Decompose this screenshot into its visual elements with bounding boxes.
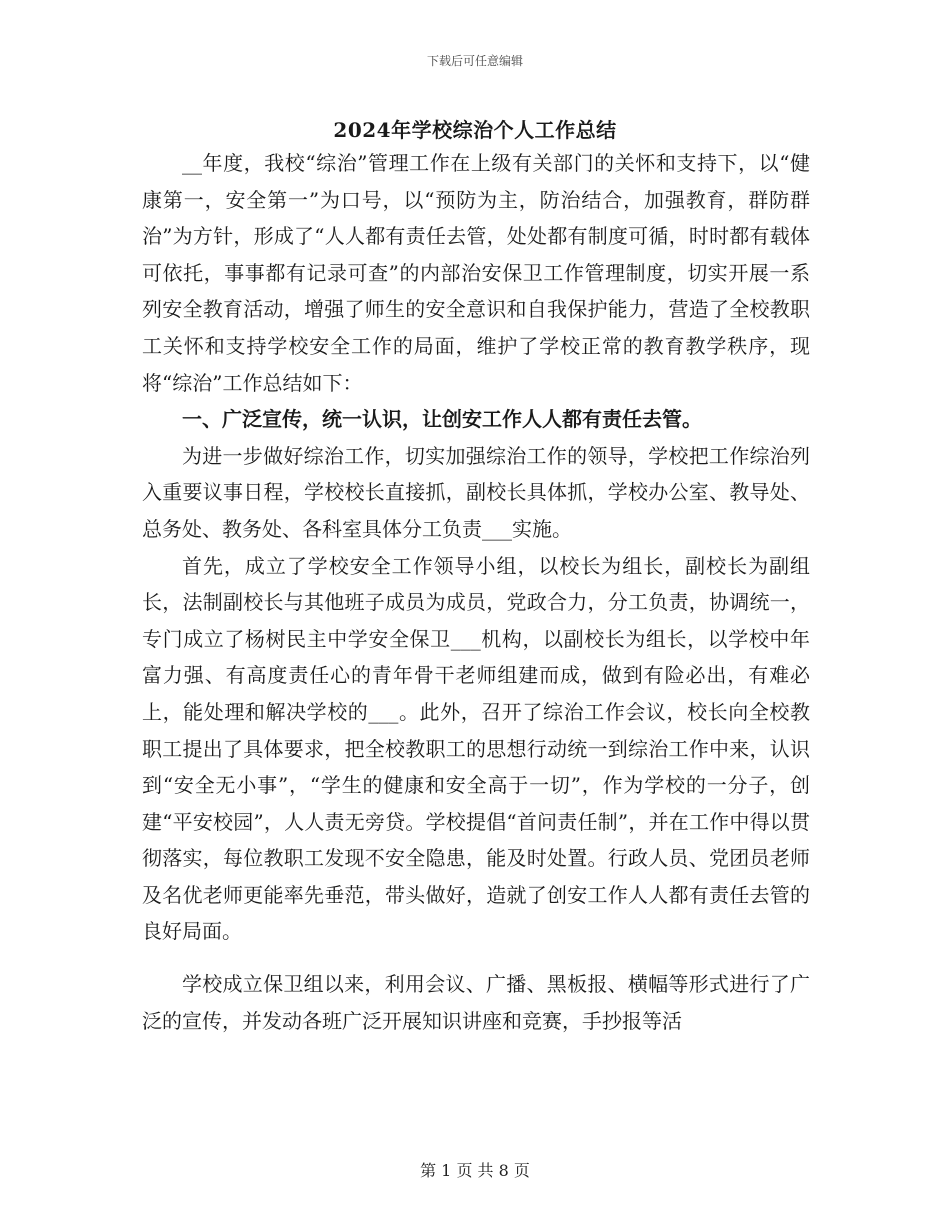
header-note: 下载后可任意编辑 bbox=[426, 54, 523, 68]
document-body bbox=[142, 145, 810, 1039]
section-heading-1: 一、广泛宣传，统一认识，让创安工作人人都有责任去管。 bbox=[182, 407, 702, 432]
paragraph-publicity: 学校成立保卫组以来，利用会议、广播、黑板报、横幅等形式进行了广泛的宣传，并发动各班广泛开展知识讲座和竞赛，手抄报等活 bbox=[142, 972, 810, 1033]
paragraph-first: 首先，成立了学校安全工作领导小组，以校长为组长，副校长为副组长，法制副校长与其他班子成员为成员，党政合力，分工负责，协调统一，专门成立了杨树民主中学安全保卫___机构，以副校长为组长，以学校中年富力强、有高度责任心的青年骨干老师组建而成，做到有险必出，有难必上，能处理和解决学校的___。此外，召开了综治工作会议，校长向全校教职工提出了具体要求，把全校教职工的思想行动统一到综治工作中来，认识到“安全无小事”，“学生的健康和安全高于一切”，作为学校的一分子，创建“平安校园”，人人责无旁贷。学校提倡“首问责任制”，并在工作中得以贯彻落实，每位教职工发现不安全隐患，能及时处置。行政人员、党团员老师及名优老师更能率先垂范，带头做好，造就了创安工作人人都有责任去管的良好局面。 bbox=[142, 553, 810, 944]
page-footer: 第 1 页 共 8 页 bbox=[420, 1161, 530, 1180]
paragraph-intro: __年度，我校“综治”管理工作在上级有关部门的关怀和支持下，以“健康第一，安全第一”为口号，以“预防为主，防治结合，加强教育，群防群治”为方针，形成了“人人都有责任去管，处处都有制度可循，时时都有载体可依托，事事都有记录可查”的内部治安保卫工作管理制度，切实开展一系列安全教育活动，增强了师生的安全意识和自我保护能力，营造了全校教职工关怀和支持学校安全工作的局面，维护了学校正常的教育教学秩序，现将“综治”工作总结如下： bbox=[142, 151, 810, 395]
document-title: 2024年学校综治个人工作总结 bbox=[333, 118, 617, 142]
paragraph-leadership: 为进一步做好综治工作，切实加强综治工作的领导，学校把工作综治列入重要议事日程，学校校长直接抓，副校长具体抓，学校办公室、教导处、总务处、教务处、各科室具体分工负责___实施。 bbox=[142, 443, 810, 541]
